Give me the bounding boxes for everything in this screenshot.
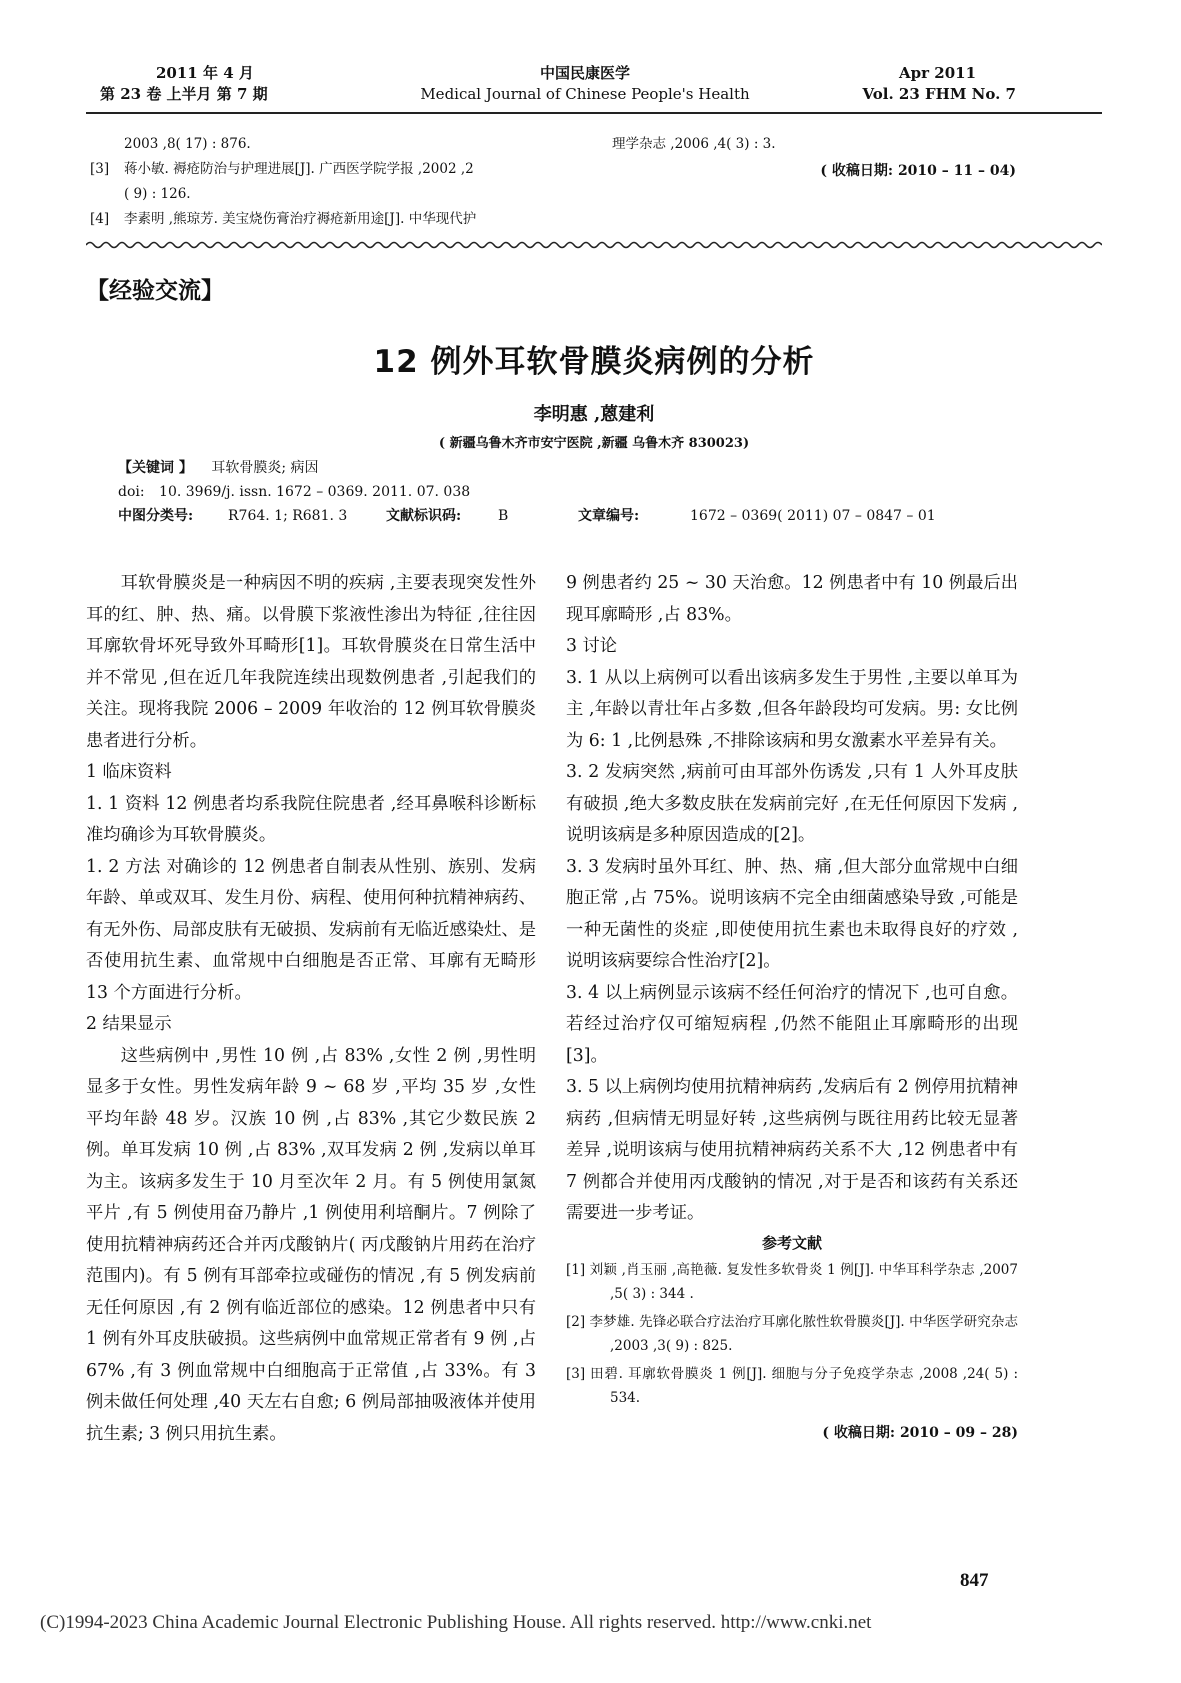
classification-line (118, 504, 1018, 528)
received-date: ( 收稿日期: 2010 – 09 – 28) (822, 1424, 1018, 1441)
prev-ref-text: 2003 ,8( 17) : 876. (124, 136, 251, 152)
page-number: 847 (960, 1570, 989, 1591)
prev-ref-text: ( 9) : 126. (124, 186, 191, 202)
wavy-separator (86, 240, 1102, 250)
header-left (100, 63, 268, 105)
clc-code: R764. 1; R681. 3 (228, 508, 348, 524)
results-continued: 9 例患者约 25 ~ 30 天治愈。12 例患者中有 10 例最后出现耳廓畸形 ,占 83%。 (566, 573, 1018, 625)
header-right (820, 63, 1016, 105)
paragraph-3-5: 3. 5 以上病例均使用抗精神病药 ,发病后有 2 例停用抗精神病药 ,但病情无明显好转 ,这些病例与既往用药比较无显著差异 ,说明该病与使用抗精神病药关系不大 ,12 例患者中有 7 例都合并使用丙戊酸钠的情况 ,对于是否和该药有关系还需要进一步考证。 (566, 1077, 1018, 1223)
results-paragraph: 这些病例中 ,男性 10 例 ,占 83% ,女性 2 例 ,男性明显多于女性。男性发病年龄 9 ~ 68 岁 ,平均 35 岁 ,女性平均年龄 48 岁。汉族 10 例 ,占 83% ,其它少数民族 2 例。单耳发病 10 例 ,占 83% ,双耳发病 2 例 ,发病以单耳为主。该病多发生于 10 月至次年 2 月。有 5 例使用氯氮平片 ,有 5 例使用奋乃静片 ,1 例使用利培酮片。7 例除了使用抗精神病药还合并丙戊酸钠片( 丙戊酸钠片用药在治疗范围内)。有 5 例有耳部牵拉或碰伤的情况 ,有 5 例发病前无任何原因 ,有 2 例有临近部位的感染。12 例患者中只有 1 例有外耳皮肤破损。这些病例中血常规正常者有 9 例 ,占 67% ,有 3 例血常规中白细胞高于正常值 ,占 33%。有 3 例未做任何处理 ,40 天左右自愈; 6 例局部抽吸液体并使用抗生素; 3 例只用抗生素。 (86, 1045, 536, 1444)
doc-code-label: 文献标识码: (386, 508, 462, 524)
section-heading-1: 1 临床资料 (86, 762, 172, 782)
prev-ref-line (90, 184, 540, 209)
reference-item: [2] 李梦雄. 先锋必联合疗法治疗耳廓化脓性软骨膜炎[J]. 中华医学研究杂志 ,2003 ,3( 9) : 825. (566, 1313, 1018, 1354)
header-date: 2011 年 4 月 (156, 64, 254, 82)
section-heading-2: 2 结果显示 (86, 1014, 172, 1034)
clc-label: 中图分类号: (118, 508, 194, 524)
doi-label: doi: (118, 484, 145, 500)
header-center (350, 63, 820, 105)
paragraph-3-3: 3. 3 发病时虽外耳红、肿、热、痛 ,但大部分血常规中白细胞正常 ,占 75%。说明该病不完全由细菌感染导致 ,可能是一种无菌性的炎症 ,即使使用抗生素也未取得良好的疗效 ,说明该病要综合性治疗[2]。 (566, 856, 1018, 971)
prev-references (90, 134, 540, 234)
prev-ref-text: 蒋小敏. 褥疮防治与护理进展[J]. 广西医学院学报 ,2002 ,2 (124, 161, 474, 177)
prev-ref-num: [3] (90, 161, 110, 177)
keywords: 耳软骨膜炎; 病因 (211, 460, 319, 476)
paragraph-3-1: 3. 1 从以上病例可以看出该病多发生于男性 ,主要以单耳为主 ,年龄以青壮年占多数 ,但各年龄段均可发病。男: 女比例为 6: 1 ,比例悬殊 ,不排除该病和男女激素水平差异有关。 (566, 667, 1018, 751)
paragraph-1-2: 1. 2 方法 对确诊的 12 例患者自制表从性别、族别、发病年龄、单或双耳、发生月份、病程、使用何种抗精神病药、有无外伤、局部皮肤有无破损、发病前有无临近感染灶、是否使用抗生素、血常规中白细胞是否正常、耳廓有无畸形 13 个方面进行分析。 (86, 856, 536, 1003)
authors: 李明惠 ,蒽建利 (533, 404, 655, 425)
section-heading-3: 3 讨论 (566, 636, 618, 656)
keywords-label: 【关键词 】 (118, 460, 193, 476)
header-volume: 第 23 卷 上半月 第 7 期 (100, 85, 268, 103)
prev-ref-line (90, 209, 540, 234)
references-title: 参考文献 (761, 1233, 822, 1252)
copyright-footer: (C)1994-2023 China Academic Journal Electronic Publishing House. All rights reserved. http://www.cnki.net (40, 1612, 872, 1633)
intro-paragraph: 耳软骨膜炎是一种病因不明的疾病 ,主要表现突发性外耳的红、肿、热、痛。以骨膜下浆液性渗出为特征 ,往往因耳廓软骨坏死导致外耳畸形[1]。耳软骨膜炎在日常生活中并不常见 ,但在近几年我院连续出现数例患者 ,引起我们的关注。现将我院 2006 – 2009 年收治的 12 例耳软骨膜炎患者进行分析。 (86, 573, 536, 751)
reference-item: [1] 刘颖 ,肖玉丽 ,高艳薇. 复发性多软骨炎 1 例[J]. 中华耳科学杂志 ,2007 ,5( 3) : 344 . (566, 1261, 1018, 1302)
prev-ref-line (90, 159, 540, 184)
keywords-line (118, 456, 1018, 480)
paragraph-3-4: 3. 4 以上病例显示该病不经任何治疗的情况下 ,也可自愈。若经过治疗仅可缩短病程 ,仍然不能阻止耳廓畸形的出现[3]。 (566, 982, 1018, 1066)
prev-ref-line (90, 134, 540, 159)
header-date-en: Apr 2011 (899, 64, 976, 82)
reference-item: [3] 田碧. 耳廓软骨膜炎 1 例[J]. 细胞与分子免疫学杂志 ,2008 ,24( 5) : 534. (566, 1365, 1018, 1406)
prev-ref-text: 李素明 ,熊琼芳. 美宝烧伤膏治疗褥疮新用途[J]. 中华现代护 (124, 211, 477, 227)
doc-code: B (498, 508, 509, 524)
header-rule (86, 112, 1102, 114)
article-no-label: 文章编号: (578, 508, 640, 524)
affiliation: ( 新疆乌鲁木齐市安宁医院 ,新疆 乌鲁木齐 830023) (438, 436, 750, 451)
doi-line (118, 480, 1018, 504)
paragraph-3-2: 3. 2 发病突然 ,病前可由耳部外伤诱发 ,只有 1 人外耳皮肤有破损 ,绝大多数皮肤在发病前完好 ,在无任何原因下发病 ,说明该病是多种原因造成的[2]。 (566, 762, 1018, 845)
paragraph-1-1: 1. 1 资料 12 例患者均系我院住院患者 ,经耳鼻喉科诊断标准均确诊为耳软骨膜炎。 (86, 793, 536, 845)
article-no: 1672 – 0369( 2011) 07 – 0847 – 01 (690, 508, 936, 524)
section-tag: 【经验交流】 (86, 278, 224, 304)
article-title: 12 例外耳软骨膜炎病例的分析 (373, 344, 815, 380)
prev-ref-continued: 理学杂志 ,2006 ,4( 3) : 3. (612, 136, 776, 152)
article-meta (118, 456, 1018, 528)
doi: 10. 3969/j. issn. 1672 – 0369. 2011. 07. 038 (159, 484, 471, 500)
prev-received-date: ( 收稿日期: 2010 – 11 – 04) (820, 163, 1016, 179)
header-volume-en: Vol. 23 FHM No. 7 (862, 85, 1016, 103)
left-column (86, 568, 536, 1450)
journal-name-en: Medical Journal of Chinese People's Health (420, 85, 750, 103)
right-column (566, 568, 1018, 1449)
prev-ref-num: [4] (90, 211, 110, 227)
journal-name-cn: 中国民康医学 (539, 64, 630, 82)
